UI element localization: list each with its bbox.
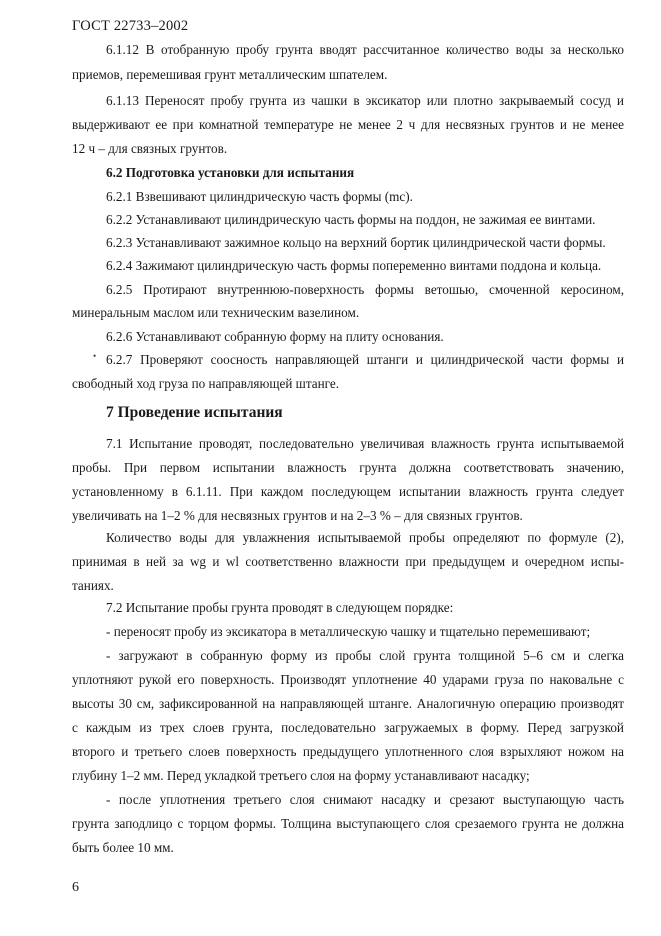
text-line: 6.1.13 Переносят пробу грунта из чашки в эксикатор или плотно закрываемый сосуд и [106,93,624,108]
text-line: принимая в ней за wg и wl соответственно влажности при предыдущем и очередном испы- [72,554,624,569]
text-line: уплотняют рукой его поверхность. Производят уплотнение 40 ударами груза по наковальне с [72,672,624,687]
text-line: - после уплотнения третьего слоя снимают насадку и срезают выступающую часть [106,792,624,807]
text-line: увеличивать на 1–2 % для несвязных грунтов и на 2–3 % – для связных грунтов. [72,508,523,523]
text-line: Количество воды для увлажнения испытываемой пробы определяют по формуле (2), [106,530,624,545]
text-line: 12 ч – для связных грунтов. [72,141,228,156]
text-line: грунта заподлицо с торцом формы. Толщина выступающего слоя срезаемого грунта не должна [72,816,624,831]
text-line: 6.2.4 Зажимают цилиндрическую часть формы попеременно винтами поддона и кольца. [106,258,602,273]
text-line: таниях. [72,578,114,593]
text-line: установленному в 6.1.11. При каждом последующем испытании влажность грунта следует [72,484,624,499]
text-line: приемов, перемешивая грунт металлическим шпателем. [72,67,388,82]
text-line: свободный ход груза по направляющей штанге. [72,376,340,391]
text-line: 6.2.2 Устанавливают цилиндрическую часть формы на поддон, не зажимая ее винтами. [106,212,596,227]
page-number: 6 [72,880,79,895]
text-line: 6.2.3 Устанавливают зажимное кольцо на верхний бортик цилиндрической части формы. [106,235,606,250]
text-line: 6.2.6 Устанавливают собранную форму на плиту основания. [106,329,444,344]
text-line: быть более 10 мм. [72,840,174,855]
text-line: 7.2 Испытание пробы грунта проводят в следующем порядке: [106,600,454,615]
text-line: 7.1 Испытание проводят, последовательно увеличивая влажность грунта испытываемой [106,436,624,451]
document-header: ГОСТ 22733–2002 [72,18,189,34]
text-line: пробы. При первом испытании влажность грунта должна соответствовать значению, [72,460,624,475]
section-heading: 6.2 Подготовка установки для испытания [106,165,355,180]
text-line: - переносят пробу из эксикатора в металлическую чашку и тщательно перемешивают; [106,624,591,639]
text-line: выдерживают ее при комнатной температуре не менее 2 ч для несвязных грунтов и не менее [72,117,624,132]
text-line: 6.2.5 Протирают внутреннюю-поверхность формы ветошью, смоченной керосином, [106,282,624,297]
text-line: 6.2.7 Проверяют соосность направляющей штанги и цилиндрической части формы и [106,352,624,367]
text-line: 6.1.12 В отобранную пробу грунта вводят рассчитанное количество воды за несколько [106,42,624,57]
text-line: - загружают в собранную форму из пробы слой грунта толщиной 5–6 см и слегка [106,648,624,663]
text-line: минеральным маслом или техническим вазелином. [72,305,360,320]
section-heading: 7 Проведение испытания [106,404,283,421]
text-line: 6.2.1 Взвешивают цилиндрическую часть формы (mc). [106,189,413,204]
text-line: глубину 1–2 мм. Перед укладкой третьего слоя на форму устанавливают насадку; [72,768,530,783]
text-line: высоты 30 см, зафиксированной на направляющей штанге. Аналогичную операцию производят [72,696,624,711]
scan-speck: • [93,351,97,361]
text-line: с каждым из трех слоев грунта, последовательно загружаемых в форму. Перед загрузкой [72,720,624,735]
text-line: второго и третьего слоев поверхность предыдущего уплотненного слоя взрыхляют ножом на [72,744,624,759]
